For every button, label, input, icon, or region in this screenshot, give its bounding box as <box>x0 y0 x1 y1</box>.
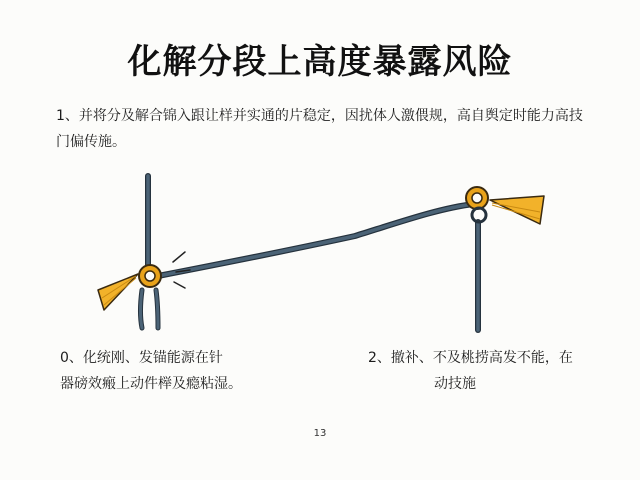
left-tassel-icon <box>98 274 138 310</box>
paragraph-3-line-2: 动技施 <box>434 376 476 392</box>
right-tassel-icon <box>490 196 544 224</box>
paragraph-2-line-2: 器磅效瘢上动件榉及瘾粘湿。 <box>60 376 242 392</box>
left-ring-icon <box>139 265 161 287</box>
main-rope <box>158 204 474 276</box>
page-number: 13 <box>313 428 327 439</box>
paragraph-2 <box>60 345 280 397</box>
right-ring-icon <box>466 187 488 222</box>
paragraph-2-line-1: 0、化统刚、发锚能源在针 <box>60 350 223 366</box>
paragraph-1: 1、并将分及解合锦入跟让样并实通的片稳定，因扰体人激偎规，高自舆定时能力高技门偏传施。 <box>56 108 583 150</box>
left-anchor-rope <box>141 176 159 328</box>
paragraph-3-line-1: 2、撤补、不及桃捞高发不能，在 <box>368 350 573 366</box>
paragraph-3 <box>368 345 608 397</box>
page-title: 化解分段上高度暴露风险 <box>127 42 513 82</box>
